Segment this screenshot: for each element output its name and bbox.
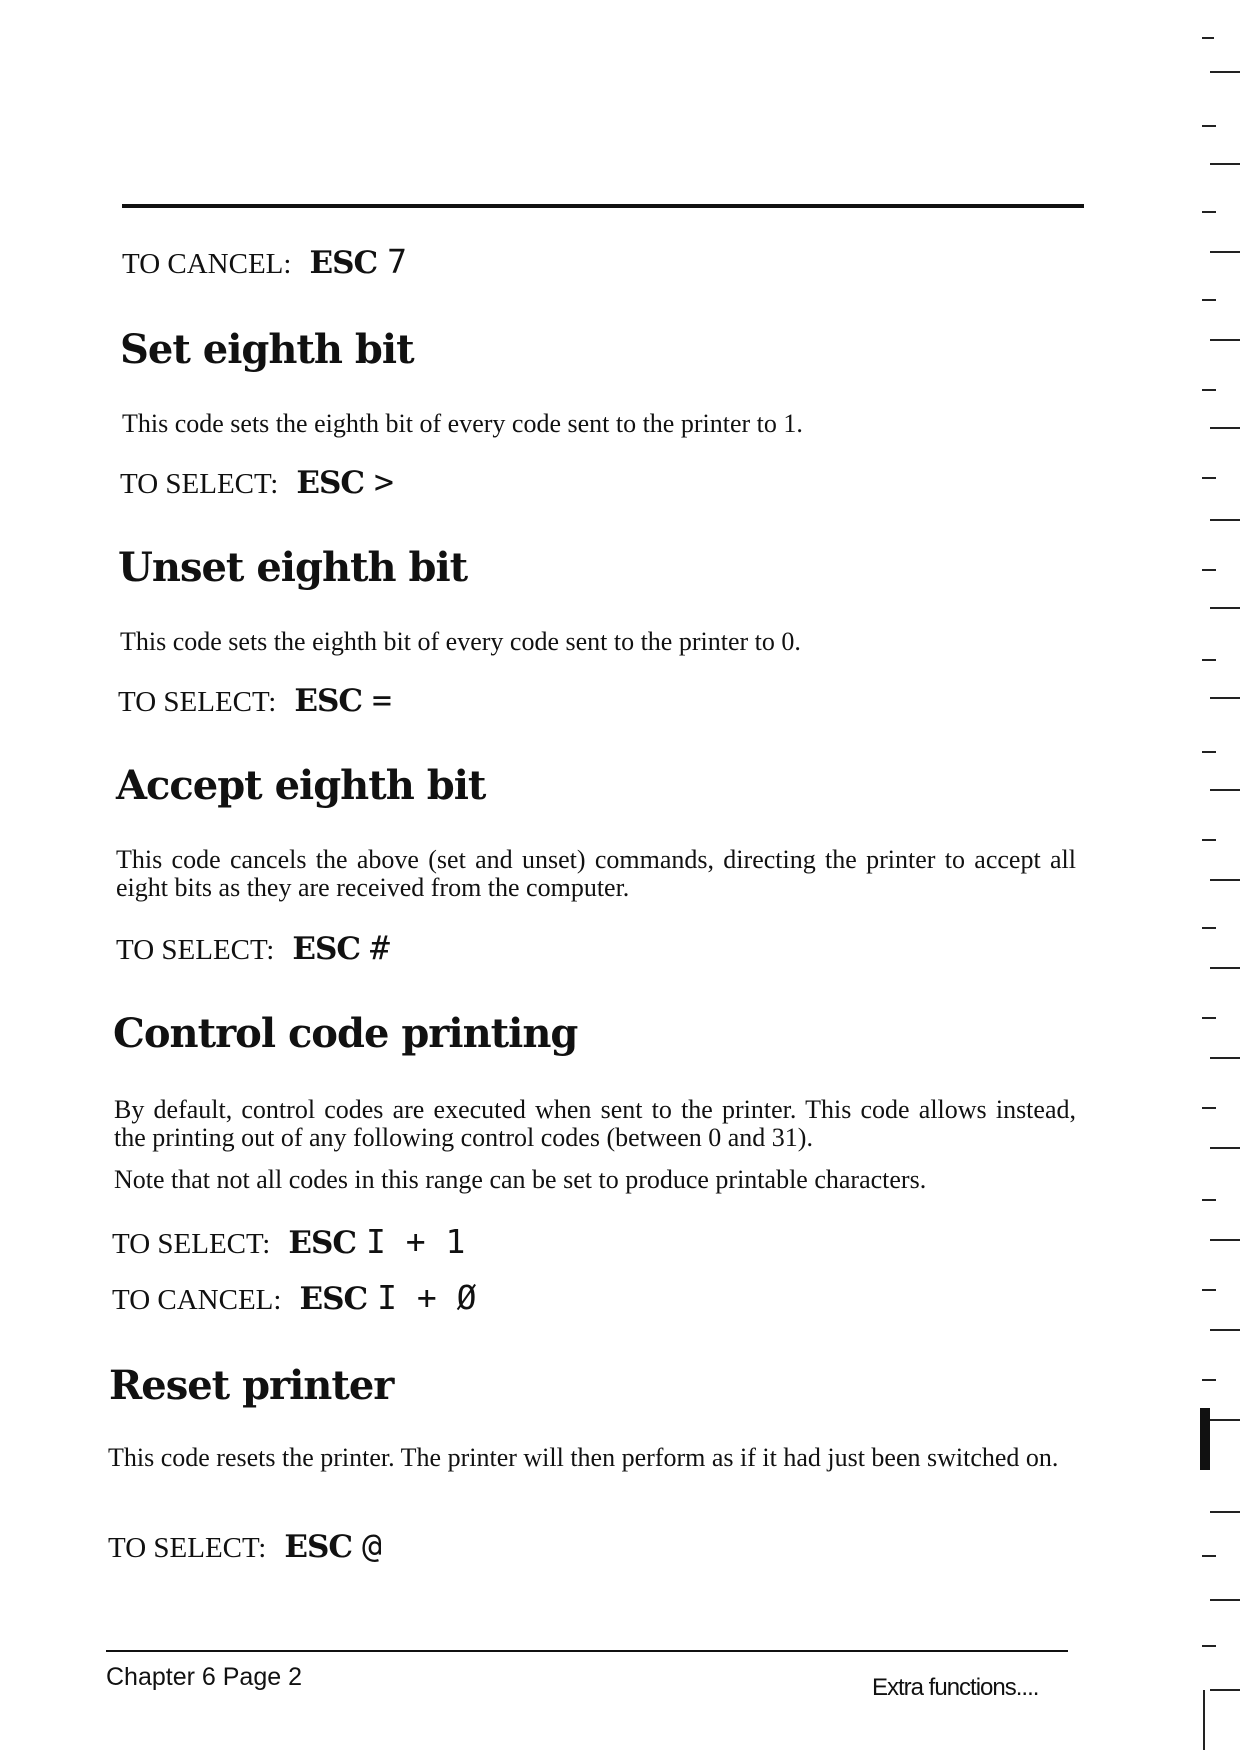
esc-keyword: ESC — [284, 1529, 353, 1565]
esc-keyword: ESC — [288, 1225, 357, 1261]
code-label: TO SELECT: — [112, 1228, 271, 1260]
select-code-line — [112, 1222, 465, 1261]
code-label: TO CANCEL: — [112, 1284, 282, 1316]
esc-keyword: ESC — [292, 931, 361, 967]
select-code-line — [118, 680, 392, 719]
section-paragraph: This code cancels the above (set and unset) commands, directing the printer to accept all eight bits as they are received from the computer. — [116, 845, 1076, 902]
esc-keyword: ESC — [294, 683, 363, 719]
section-paragraph: This code sets the eighth bit of every code sent to the printer to 1. — [122, 409, 803, 438]
section-heading: Unset eighth bit — [118, 544, 468, 591]
footer-section-title: Extra functions.... — [872, 1674, 1039, 1701]
code-label: TO SELECT: — [118, 686, 277, 718]
code-argument: > — [374, 462, 394, 501]
section-paragraph: Note that not all codes in this range can be set to produce printable characters. — [114, 1165, 927, 1194]
select-code-line — [120, 462, 394, 501]
section-paragraph: By default, control codes are executed when sent to the printer. This code allows instead, the printing out of any following control codes (between 0 and 31). — [114, 1095, 1076, 1152]
code-argument: I + Ø — [377, 1278, 477, 1317]
section-heading: Control code printing — [113, 1010, 578, 1057]
code-argument: = — [372, 680, 392, 719]
esc-keyword: ESC — [309, 245, 378, 281]
section-heading: Set eighth bit — [120, 326, 414, 373]
code-argument: 7 — [387, 242, 408, 281]
code-argument: @ — [362, 1526, 382, 1565]
code-argument: I + 1 — [366, 1222, 466, 1261]
code-label: TO CANCEL: — [122, 248, 292, 280]
section-paragraph: This code resets the printer. The printer will then perform as if it had just been switched on. — [108, 1443, 1059, 1472]
margin-marks-decoration — [1180, 0, 1240, 1755]
bottom-rule — [106, 1650, 1068, 1652]
code-label: TO SELECT: — [108, 1532, 267, 1564]
footer-page-number: Chapter 6 Page 2 — [106, 1663, 302, 1691]
cancel-code-line — [122, 242, 407, 281]
esc-keyword: ESC — [299, 1281, 368, 1317]
esc-keyword: ESC — [296, 465, 365, 501]
select-code-line — [116, 928, 390, 967]
top-rule — [122, 204, 1084, 208]
code-label: TO SELECT: — [116, 934, 275, 966]
section-heading: Accept eighth bit — [116, 762, 486, 809]
cancel-code-line — [112, 1278, 477, 1317]
select-code-line — [108, 1526, 382, 1565]
code-label: TO SELECT: — [120, 468, 279, 500]
section-heading: Reset printer — [109, 1362, 394, 1409]
code-argument: # — [370, 928, 390, 967]
section-paragraph: This code sets the eighth bit of every code sent to the printer to 0. — [120, 627, 801, 656]
